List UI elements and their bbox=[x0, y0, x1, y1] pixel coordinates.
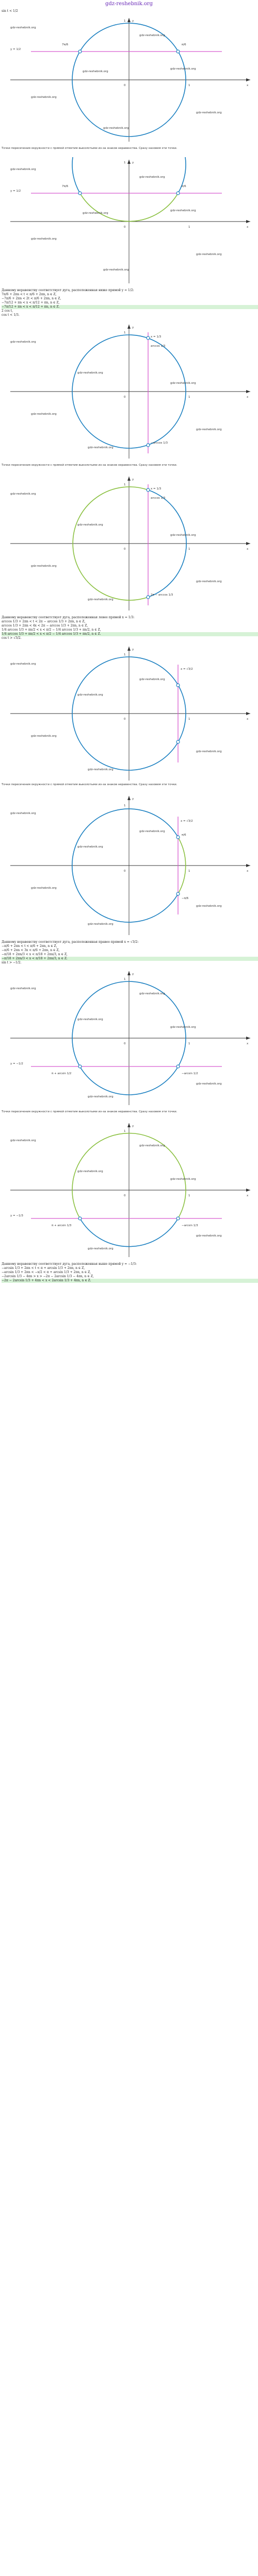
origin-label: 0 bbox=[124, 84, 126, 87]
svg-text:gdz-reshebnik.org: gdz-reshebnik.org bbox=[196, 428, 222, 431]
svg-text:0: 0 bbox=[124, 718, 126, 721]
svg-text:−π/6: −π/6 bbox=[182, 897, 189, 900]
note-1: Точки пересечения окружности с прямой отметим выколотыми из-за знаков неравенства. Сразу назовем эти точки. bbox=[2, 147, 178, 150]
svg-text:x: x bbox=[247, 1194, 249, 1197]
svg-text:gdz-reshebnik.org: gdz-reshebnik.org bbox=[83, 212, 108, 215]
svg-text:gdz-reshebnik.org: gdz-reshebnik.org bbox=[88, 768, 114, 771]
svg-text:1: 1 bbox=[188, 548, 190, 551]
svg-text:y: y bbox=[132, 648, 134, 651]
svg-text:y: y bbox=[132, 973, 134, 976]
one-label-y: 1 bbox=[124, 20, 126, 23]
svg-text:1: 1 bbox=[124, 978, 126, 981]
svg-text:gdz-reshebnik.org: gdz-reshebnik.org bbox=[31, 887, 57, 890]
svg-text:x = 1/3: x = 1/3 bbox=[151, 487, 162, 490]
svg-text:gdz-reshebnik.org: gdz-reshebnik.org bbox=[139, 1144, 165, 1147]
svg-text:gdz-reshebnik.org: gdz-reshebnik.org bbox=[139, 176, 165, 179]
figure-2 bbox=[0, 157, 258, 286]
note-5: Точки пересечения окружности с прямой отметим выколотыми из-за знаков неравенства. Сразу назовем эти точки. bbox=[2, 783, 178, 786]
svg-text:gdz-reshebnik.org: gdz-reshebnik.org bbox=[83, 70, 108, 73]
svg-text:0: 0 bbox=[124, 396, 126, 399]
svg-text:−arcsin 1/3: −arcsin 1/3 bbox=[182, 1224, 198, 1227]
svg-text:−arcsin 1/2: −arcsin 1/2 bbox=[182, 1072, 198, 1075]
answer-3: −π/18 + 2πn/3 < x < π/18 + 2πn/3, n ∈ Z. bbox=[2, 957, 258, 961]
svg-text:0: 0 bbox=[124, 870, 126, 873]
svg-text:y = −1/3: y = −1/3 bbox=[10, 1214, 23, 1217]
svg-text:x = √3/2: x = √3/2 bbox=[181, 668, 193, 671]
note-7: Точки пересечения окружности с прямой отметим выколотыми из-за знаков неравенства. Сразу назовем эти точки. bbox=[2, 1110, 178, 1113]
svg-text:0: 0 bbox=[124, 226, 126, 229]
svg-text:0: 0 bbox=[124, 1194, 126, 1197]
svg-text:π/6: π/6 bbox=[182, 185, 186, 188]
svg-text:y = 1/2: y = 1/2 bbox=[10, 190, 21, 193]
svg-text:arccos 1/3: arccos 1/3 bbox=[151, 497, 166, 500]
svg-text:gdz-reshebnik.org: gdz-reshebnik.org bbox=[77, 523, 103, 527]
figure-8 bbox=[0, 1121, 258, 1260]
svg-text:x: x bbox=[247, 396, 249, 399]
svg-text:y: y bbox=[132, 161, 134, 164]
svg-text:gdz-reshebnik.org: gdz-reshebnik.org bbox=[10, 1139, 36, 1142]
svg-text:gdz-reshebnik.org: gdz-reshebnik.org bbox=[196, 253, 222, 256]
svg-text:2π − arccos 1/3: 2π − arccos 1/3 bbox=[151, 594, 173, 597]
svg-text:1: 1 bbox=[124, 483, 126, 486]
svg-text:gdz-reshebnik.org: gdz-reshebnik.org bbox=[31, 238, 57, 241]
svg-text:y: y bbox=[132, 478, 134, 481]
svg-text:π + arcsin 1/3: π + arcsin 1/3 bbox=[52, 1224, 72, 1227]
svg-text:1: 1 bbox=[188, 870, 190, 873]
svg-text:x: x bbox=[247, 226, 249, 229]
svg-text:gdz-reshebnik.org: gdz-reshebnik.org bbox=[88, 598, 114, 601]
figure-3 bbox=[0, 322, 258, 461]
svg-text:gdz-reshebnik.org: gdz-reshebnik.org bbox=[10, 812, 36, 815]
svg-text:1: 1 bbox=[124, 804, 126, 807]
svg-text:x: x bbox=[247, 548, 249, 551]
note-3: Точки пересечения окружности с прямой отметим выколотыми из-за знаков неравенства. Сразу назовем эти точки. bbox=[2, 464, 178, 467]
svg-text:x: x bbox=[247, 718, 249, 721]
figure-1 bbox=[0, 15, 258, 144]
figure-4 bbox=[0, 474, 258, 613]
solution-block-6: Данному неравенству соответствует дуга, расположенная правее прямой x = √3/2: −π/6 + 2πn < t < π/6 + 2πn, n ∈ Z, −π/6 + 2πn < 3x < π/6 + 2πn, n ∈ Z, −π/18 + 2πn/3 < x < π/18 + 2πn/3, n ∈ Z, −π/18 + 2πn/3 < x < π/18 + 2πn/3, n ∈ Z. sin t > −1/2. bbox=[2, 940, 258, 965]
svg-text:1: 1 bbox=[124, 331, 126, 334]
svg-text:gdz-reshebnik.org: gdz-reshebnik.org bbox=[31, 413, 57, 416]
one-label-x: 1 bbox=[188, 84, 190, 87]
figure-5 bbox=[0, 644, 258, 783]
intro-line: sin t < 1/2 bbox=[2, 9, 18, 13]
svg-text:gdz-reshebnik.org: gdz-reshebnik.org bbox=[88, 1247, 114, 1250]
svg-text:gdz-reshebnik.org: gdz-reshebnik.org bbox=[10, 26, 36, 29]
label-pi6: π/6 bbox=[182, 43, 186, 46]
svg-text:0: 0 bbox=[124, 548, 126, 551]
svg-text:gdz-reshebnik.org: gdz-reshebnik.org bbox=[170, 67, 196, 71]
solution-block-4: Данному неравенству соответствует дуга, расположенная левее прямой x = 1/3: arccos 1/3 + 2πn < t < 2π − arccos 1/3 + 2πn, n ∈ Z, arccos 1/3 + 2πn < 4x < 2π − arccos 1/3 + 2πn, n ∈ Z, 1/4 arccos 1/3 + πn/2 < x < π/2 − 1/4 arccos 1/3 + πn/2, n ∈ Z, 1/4 arccos 1/3 + πn/2 < x < π/2 − 1/4 arccos 1/3 + πn/2, n ∈ Z. cos t > √3/2. bbox=[2, 616, 258, 640]
site-url[interactable]: gdz-reshebnik.org bbox=[105, 1, 153, 7]
svg-text:x: x bbox=[247, 870, 249, 873]
svg-text:gdz-reshebnik.org: gdz-reshebnik.org bbox=[196, 905, 222, 908]
answer-1: −7π/12 + πn < x < π/12 + πn, n ∈ Z. bbox=[2, 305, 258, 309]
svg-text:gdz-reshebnik.org: gdz-reshebnik.org bbox=[31, 565, 57, 568]
svg-text:x = 1/3: x = 1/3 bbox=[151, 335, 162, 338]
svg-text:π/6: π/6 bbox=[182, 834, 186, 837]
svg-text:gdz-reshebnik.org: gdz-reshebnik.org bbox=[170, 209, 196, 212]
svg-text:π + arcsin 1/2: π + arcsin 1/2 bbox=[52, 1072, 72, 1075]
svg-text:−arccos 1/3: −arccos 1/3 bbox=[151, 442, 168, 445]
solution-block-8: Данному неравенству соответствует дуга, расположенная выше прямой y = −1/3: −arcsin 1/3 + 2πn < t < π + arcsin 1/3 + 2πn, n ∈ Z, −arcsin 1/3 + 2πn < −x/2 < π + arcsin 1/3 + 2πn, n ∈ Z, −2arcsin 1/3 − 4πn > x > −2π − 2arcsin 1/3 − 4πn, n ∈ Z, −2π − 2arcsin 1/3 + 4πn < x < 2arcsin 1/3 + 4πn, n ∈ Z. bbox=[2, 1262, 258, 1283]
intro-inequality bbox=[2, 9, 258, 13]
svg-text:y: y bbox=[132, 1125, 134, 1128]
svg-text:gdz-reshebnik.org: gdz-reshebnik.org bbox=[31, 735, 57, 738]
svg-text:gdz-reshebnik.org: gdz-reshebnik.org bbox=[10, 168, 36, 171]
x-axis-label: x bbox=[247, 84, 249, 87]
svg-text:gdz-reshebnik.org: gdz-reshebnik.org bbox=[77, 1170, 103, 1173]
figure-7 bbox=[0, 969, 258, 1108]
answer-2: 1/4 arccos 1/3 + πn/2 < x < π/2 − 1/4 arccos 1/3 + πn/2, n ∈ Z. bbox=[2, 632, 258, 636]
svg-text:gdz-reshebnik.org: gdz-reshebnik.org bbox=[77, 1018, 103, 1021]
svg-text:gdz-reshebnik.org: gdz-reshebnik.org bbox=[170, 534, 196, 537]
svg-text:gdz-reshebnik.org: gdz-reshebnik.org bbox=[10, 663, 36, 666]
svg-text:x: x bbox=[247, 1042, 249, 1045]
svg-text:gdz-reshebnik.org: gdz-reshebnik.org bbox=[103, 127, 129, 130]
svg-text:1: 1 bbox=[124, 1130, 126, 1133]
svg-text:gdz-reshebnik.org: gdz-reshebnik.org bbox=[10, 493, 36, 496]
svg-text:gdz-reshebnik.org: gdz-reshebnik.org bbox=[10, 987, 36, 990]
figure-6 bbox=[0, 793, 258, 938]
svg-text:gdz-reshebnik.org: gdz-reshebnik.org bbox=[139, 992, 165, 995]
svg-text:gdz-reshebnik.org: gdz-reshebnik.org bbox=[77, 371, 103, 375]
svg-text:gdz-reshebnik.org: gdz-reshebnik.org bbox=[139, 678, 165, 681]
svg-text:1: 1 bbox=[188, 1042, 190, 1045]
svg-text:gdz-reshebnik.org: gdz-reshebnik.org bbox=[31, 96, 57, 99]
svg-text:1: 1 bbox=[124, 653, 126, 656]
svg-text:1: 1 bbox=[124, 161, 126, 164]
svg-text:y: y bbox=[132, 798, 134, 801]
svg-text:gdz-reshebnik.org: gdz-reshebnik.org bbox=[196, 750, 222, 753]
svg-text:gdz-reshebnik.org: gdz-reshebnik.org bbox=[77, 693, 103, 697]
svg-text:1: 1 bbox=[188, 226, 190, 229]
svg-text:gdz-reshebnik.org: gdz-reshebnik.org bbox=[170, 1026, 196, 1029]
watermarks bbox=[10, 26, 222, 130]
label-7pi6: 7π/6 bbox=[62, 43, 69, 46]
solution-block-2: Данному неравенству соответствует дуга, расположенная ниже прямой y = 1/2: 7π/6 + 2πn < t < π/6 + 2πn, n ∈ Z, −7π/6 + 2πn < 2t < π/6 + 2πn, n ∈ Z, −7π/12 + πn < x < π/12 + πn, n ∈ Z, −7π/12 + πn < x < π/12 + πn, n ∈ Z. 2 cos t, cos t < 1/3. bbox=[2, 289, 258, 317]
svg-text:gdz-reshebnik.org: gdz-reshebnik.org bbox=[139, 830, 165, 833]
svg-text:gdz-reshebnik.org: gdz-reshebnik.org bbox=[103, 268, 129, 272]
svg-text:1: 1 bbox=[188, 718, 190, 721]
svg-text:7π/6: 7π/6 bbox=[62, 185, 69, 188]
svg-text:gdz-reshebnik.org: gdz-reshebnik.org bbox=[88, 446, 114, 449]
svg-text:1: 1 bbox=[188, 396, 190, 399]
svg-text:x = √3/2: x = √3/2 bbox=[181, 820, 193, 823]
svg-text:gdz-reshebnik.org: gdz-reshebnik.org bbox=[196, 1082, 222, 1086]
svg-text:0: 0 bbox=[124, 1042, 126, 1045]
svg-text:gdz-reshebnik.org: gdz-reshebnik.org bbox=[196, 1234, 222, 1238]
svg-text:gdz-reshebnik.org: gdz-reshebnik.org bbox=[10, 341, 36, 344]
svg-text:gdz-reshebnik.org: gdz-reshebnik.org bbox=[77, 845, 103, 849]
answer-4: −2π − 2arcsin 1/3 + 4πn < x < 2arcsin 1/3 + 4πn, n ∈ Z. bbox=[2, 1279, 258, 1283]
svg-text:y: y bbox=[132, 326, 134, 329]
svg-text:gdz-reshebnik.org: gdz-reshebnik.org bbox=[196, 111, 222, 114]
svg-text:gdz-reshebnik.org: gdz-reshebnik.org bbox=[88, 923, 114, 926]
svg-text:gdz-reshebnik.org: gdz-reshebnik.org bbox=[170, 1178, 196, 1181]
svg-text:gdz-reshebnik.org: gdz-reshebnik.org bbox=[196, 580, 222, 583]
svg-text:gdz-reshebnik.org: gdz-reshebnik.org bbox=[88, 1095, 114, 1098]
svg-text:1: 1 bbox=[188, 1194, 190, 1197]
svg-text:y = −1/2: y = −1/2 bbox=[10, 1062, 23, 1065]
svg-text:gdz-reshebnik.org: gdz-reshebnik.org bbox=[170, 382, 196, 385]
svg-text:arccos 1/3: arccos 1/3 bbox=[151, 345, 166, 348]
y-axis-label: y bbox=[132, 20, 134, 23]
svg-text:gdz-reshebnik.org: gdz-reshebnik.org bbox=[139, 34, 165, 37]
label-y-half: y = 1/2 bbox=[10, 48, 21, 51]
